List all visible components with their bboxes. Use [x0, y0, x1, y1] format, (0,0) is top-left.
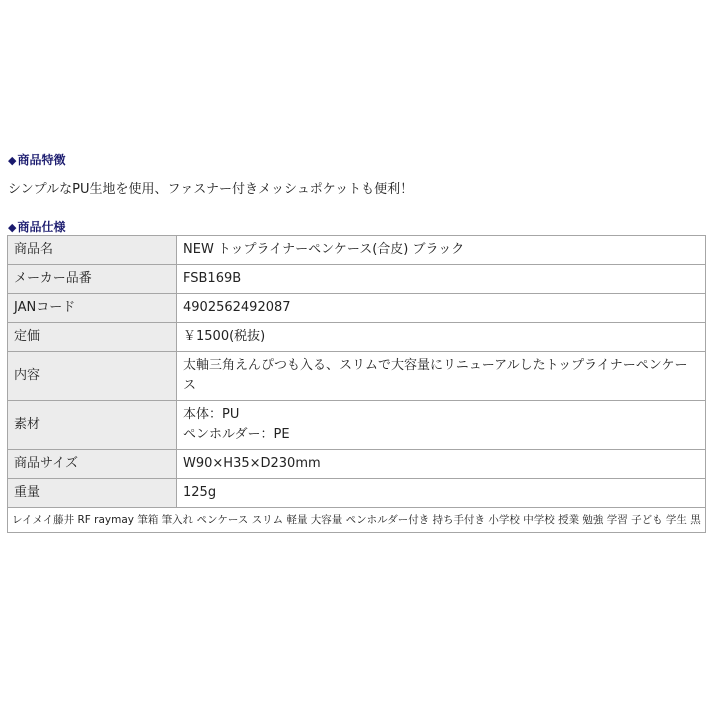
row-label-size: 商品サイズ: [8, 450, 177, 479]
specs-heading: [8, 218, 65, 235]
row-value-contents: 太軸三角えんぴつも入る、スリムで大容量にリニューアルしたトップライナーペンケース: [177, 352, 706, 401]
table-row: [8, 450, 706, 479]
row-label-material: 素材: [8, 401, 177, 450]
keywords-cell: レイメイ藤井 RF raymay 筆箱 筆入れ ペンケース スリム 軽量 大容量 ペンホルダー付き 持ち手付き 小学校 中学校 授業 勉強 学習 子ども 学生 黒: [8, 508, 706, 533]
product-description: シンプルなPU生地を使用、ファスナー付きメッシュポケットも便利！: [8, 182, 414, 197]
spec-table: [7, 235, 706, 533]
row-value-material: [177, 401, 706, 450]
table-row: [8, 236, 706, 265]
row-value-jan-code: 4902562492087: [177, 294, 706, 323]
table-row: [8, 294, 706, 323]
features-heading: [8, 151, 65, 168]
row-value-weight: 125g: [177, 479, 706, 508]
specs-heading-text: 商品仕様: [17, 220, 66, 234]
row-value-price: ￥1500(税抜): [177, 323, 706, 352]
row-value-product-name: NEW トップライナーペンケース(合皮) ブラック: [177, 236, 706, 265]
diamond-bullet-icon: ◆: [8, 221, 17, 234]
row-label-weight: 重量: [8, 479, 177, 508]
features-heading-text: 商品特徴: [17, 153, 66, 167]
row-value-maker-code: FSB169B: [177, 265, 706, 294]
row-label-maker-code: メーカー品番: [8, 265, 177, 294]
row-value-size: W90×H35×D230mm: [177, 450, 706, 479]
diamond-bullet-icon: ◆: [8, 154, 17, 167]
material-body: 本体：PU: [183, 407, 240, 422]
table-row: [8, 265, 706, 294]
table-row: [8, 401, 706, 450]
table-row: [8, 352, 706, 401]
material-pen-holder: ペンホルダー：PE: [183, 427, 290, 442]
row-label-jan-code: JANコード: [8, 294, 177, 323]
row-label-contents: 内容: [8, 352, 177, 401]
table-row: [8, 479, 706, 508]
row-label-price: 定価: [8, 323, 177, 352]
table-row: [8, 323, 706, 352]
row-label-product-name: 商品名: [8, 236, 177, 265]
table-row: [8, 508, 706, 533]
